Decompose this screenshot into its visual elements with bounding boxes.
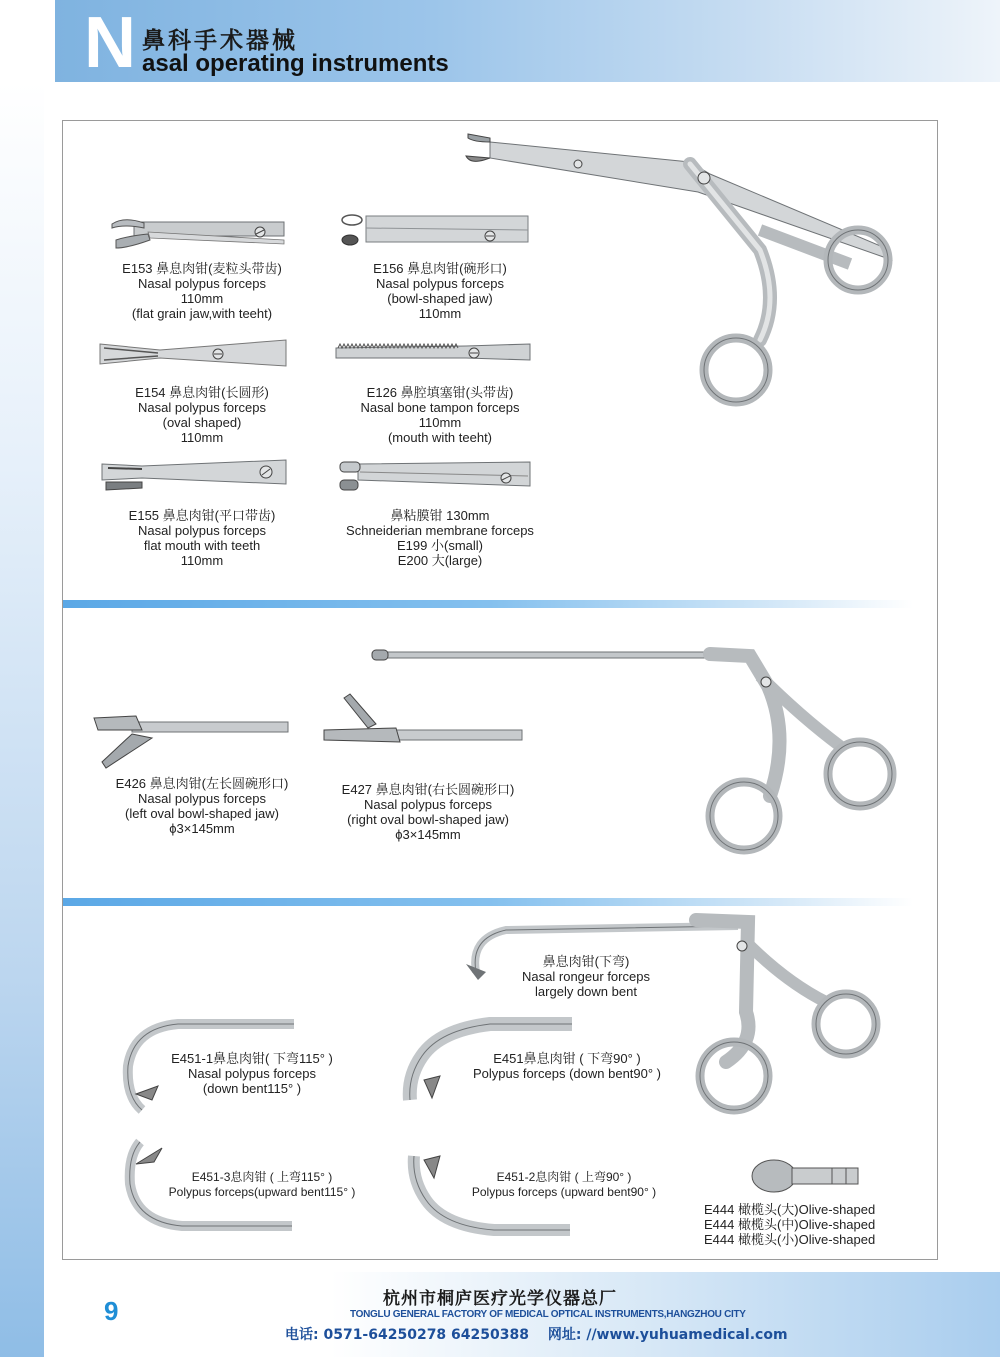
header-title-cn: 鼻科手术器械 <box>142 28 298 54</box>
caption-line: (right oval bowl-shaped jaw) <box>347 812 509 827</box>
caption-line: E199 小(small) <box>397 538 483 553</box>
caption-line: E451-2息肉钳 ( 上弯90° ) <box>496 1170 632 1184</box>
caption-line: Nasal rongeur forceps <box>522 969 650 984</box>
instrument-image-e426 <box>92 714 288 770</box>
header-title-en: asal operating instruments <box>142 50 449 77</box>
caption-line: 110mm <box>418 306 462 321</box>
caption-line: 鼻粘膜钳 130mm <box>390 508 490 523</box>
page-header <box>0 0 1000 82</box>
caption-line: E200 大(large) <box>397 553 483 568</box>
caption-line: 110mm <box>418 415 462 430</box>
caption-line: largely down bent <box>535 984 637 999</box>
caption-line: (down bent115° ) <box>202 1081 302 1096</box>
caption-line: (left oval bowl-shaped jaw) <box>125 806 279 821</box>
page-number: 9 <box>104 1296 119 1326</box>
caption-line: Nasal polypus forceps <box>188 1066 316 1081</box>
caption-e155 <box>96 508 308 568</box>
caption-e199-e200 <box>334 508 546 568</box>
caption-line: (bowl-shaped jaw) <box>387 291 493 306</box>
instrument-image-olive-tip <box>752 1158 862 1194</box>
instrument-image-e153 <box>104 210 286 254</box>
caption-line: flat mouth with teeth <box>143 538 261 553</box>
caption-line: Nasal bone tampon forceps <box>360 400 520 415</box>
caption-rongeur <box>506 954 666 999</box>
caption-line: E426 鼻息肉钳(左长圆碗形口) <box>115 776 289 791</box>
instrument-image-e154 <box>100 336 286 370</box>
caption-line: 110mm <box>180 291 224 306</box>
caption-line: (oval shaped) <box>162 415 242 430</box>
caption-line: E451鼻息肉钳 ( 下弯90° ) <box>493 1051 641 1066</box>
caption-e451 <box>462 1051 672 1081</box>
caption-line: E444 橄榄头(小)Olive-shaped <box>704 1232 876 1247</box>
section-divider-1 <box>63 600 913 608</box>
caption-line: Nasal polypus forceps <box>138 400 266 415</box>
instrument-image-e199 <box>338 458 530 494</box>
caption-e444 <box>704 1202 904 1247</box>
caption-line: (flat grain jaw,with teeht) <box>131 306 273 321</box>
caption-line: E451-3息肉钳 ( 上弯115° ) <box>191 1170 333 1184</box>
caption-e153 <box>96 261 308 321</box>
caption-line: Nasal polypus forceps <box>138 791 266 806</box>
caption-e451-1 <box>160 1051 344 1096</box>
caption-line: Nasal polypus forceps <box>138 523 266 538</box>
caption-e126 <box>334 385 546 445</box>
caption-e426 <box>96 776 308 836</box>
caption-line: E126 鼻腔填塞钳(头带齿) <box>366 385 514 400</box>
caption-line: ϕ3×145mm <box>169 821 235 836</box>
footer-contact <box>285 1324 802 1344</box>
caption-line: Schneiderian membrane forceps <box>346 523 534 538</box>
caption-line: ϕ3×145mm <box>395 827 461 842</box>
section-divider-2 <box>63 898 913 906</box>
caption-line: (mouth with teeht) <box>387 430 493 445</box>
caption-line: Polypus forceps (upward bent90° ) <box>471 1185 657 1199</box>
caption-line: E153 鼻息肉钳(麦粒头带齿) <box>122 261 282 276</box>
footer-company-cn: 杭州市桐庐医疗光学仪器总厂 <box>383 1289 617 1309</box>
caption-line: Polypus forceps (down bent90° ) <box>472 1066 662 1081</box>
caption-line: E451-1鼻息肉钳( 下弯115° ) <box>171 1051 333 1066</box>
caption-e451-2 <box>466 1170 662 1200</box>
footer-phone: 电话: 0571-64250278 64250388 <box>285 1327 529 1343</box>
caption-line: Nasal polypus forceps <box>376 276 504 291</box>
left-decorative-strip <box>0 82 44 1357</box>
caption-e427 <box>320 782 536 842</box>
caption-line: E154 鼻息肉钳(长圆形) <box>135 385 269 400</box>
caption-line: 110mm <box>180 553 224 568</box>
footer-website[interactable]: 网址: //www.yuhuamedical.com <box>547 1327 788 1343</box>
caption-e156 <box>334 261 546 321</box>
instrument-image-e155 <box>102 458 286 492</box>
caption-line: E427 鼻息肉钳(右长圆碗形口) <box>341 782 515 797</box>
caption-line: Polypus forceps(upward bent115° ) <box>168 1185 356 1199</box>
caption-line: Nasal polypus forceps <box>364 797 492 812</box>
footer-company-en: TONGLU GENERAL FACTORY OF MEDICAL OPTICAL INSTRUMENTS,HANGZHOU CITY <box>350 1309 746 1320</box>
caption-line: E444 橄榄头(大)Olive-shaped <box>704 1202 876 1217</box>
caption-line: E444 橄榄头(中)Olive-shaped <box>704 1217 876 1232</box>
header-initial-letter: N <box>84 3 136 83</box>
caption-line: 110mm <box>180 430 224 445</box>
caption-e451-3 <box>162 1170 362 1200</box>
caption-line: E155 鼻息肉钳(平口带齿) <box>128 508 276 523</box>
caption-line: 鼻息肉钳(下弯) <box>542 954 630 969</box>
caption-line: Nasal polypus forceps <box>138 276 266 291</box>
caption-line: E156 鼻息肉钳(碗形口) <box>373 261 507 276</box>
caption-e154 <box>96 385 308 445</box>
